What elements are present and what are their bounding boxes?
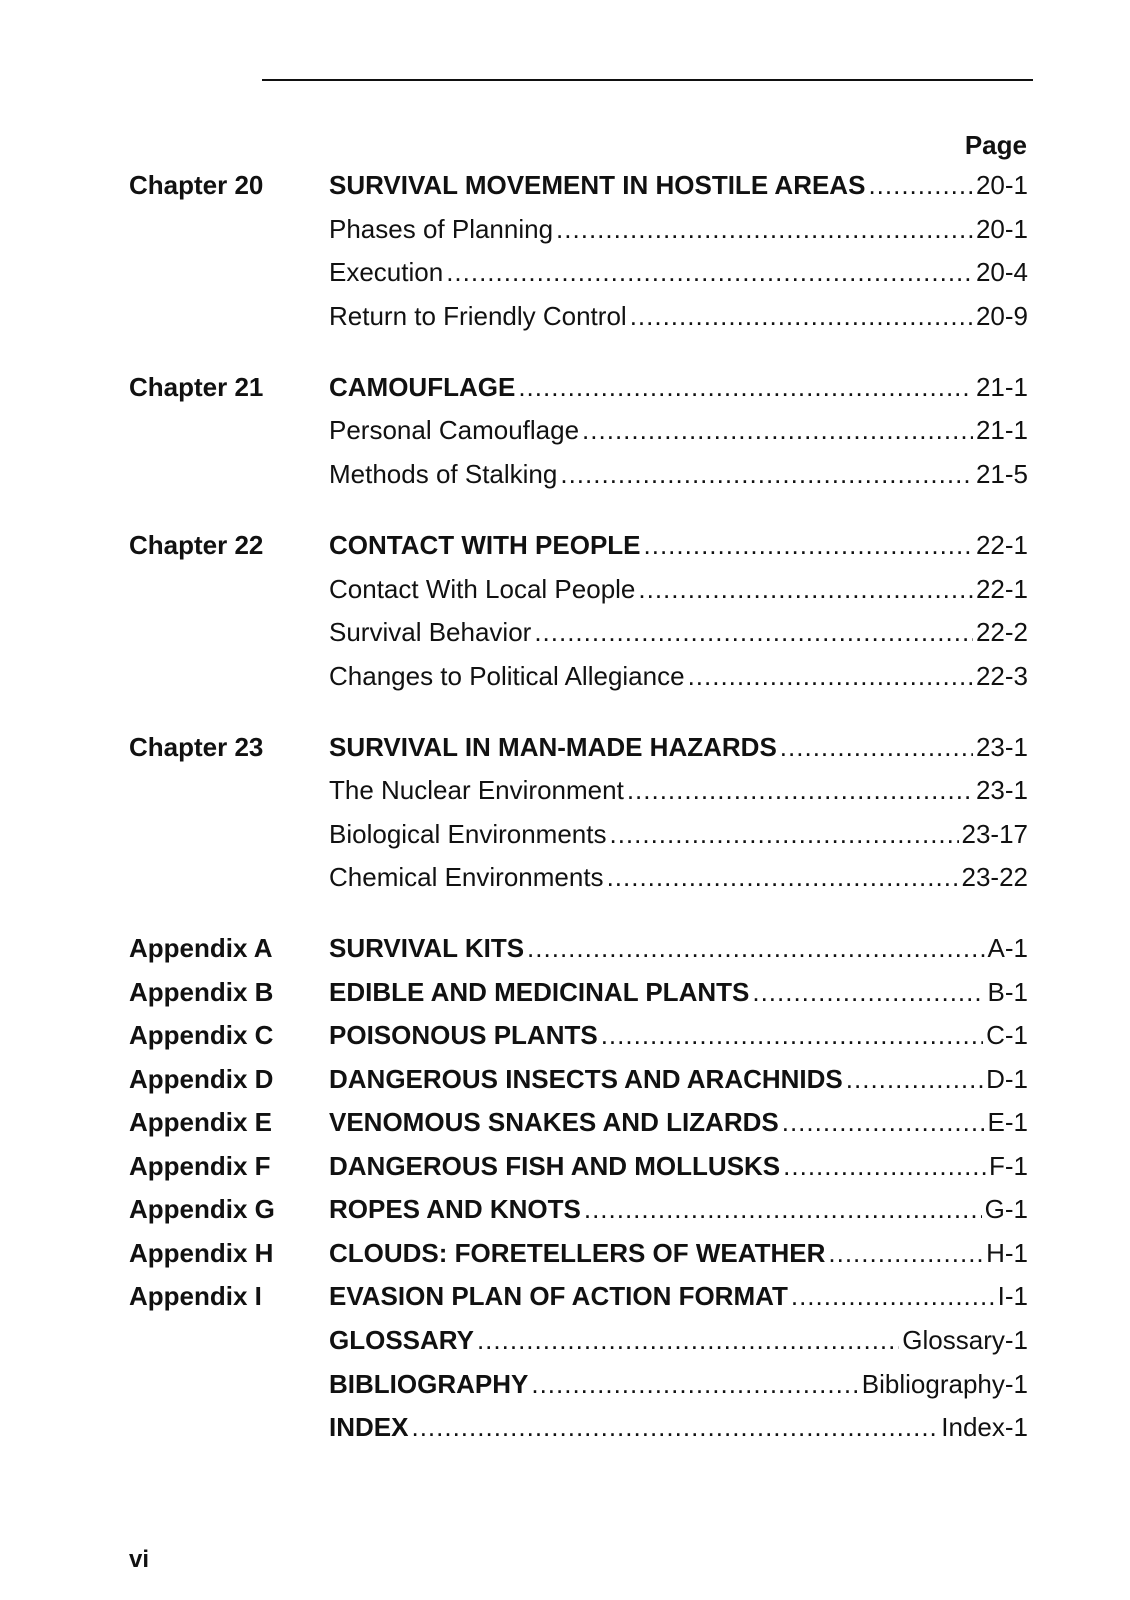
toc-entry-page: 22-1 <box>975 574 1028 604</box>
dot-leader <box>644 527 973 563</box>
toc-entry-page: 21-1 <box>975 372 1028 402</box>
toc-entry[interactable] <box>329 1366 1028 1402</box>
toc-row <box>0 254 1130 290</box>
toc-entry-page: C-1 <box>986 1020 1028 1050</box>
toc-entry[interactable] <box>329 1322 1028 1358</box>
toc-entry-title: CLOUDS: FORETELLERS OF WEATHER <box>329 1238 826 1268</box>
toc-entry[interactable] <box>329 974 1028 1010</box>
toc-section-label: Appendix H <box>129 1238 274 1268</box>
toc-entry-title: Methods of Stalking <box>329 459 558 489</box>
toc-row <box>0 369 1130 405</box>
toc-row <box>0 527 1130 563</box>
toc-entry-title: Execution <box>329 257 444 287</box>
toc-row <box>0 456 1130 492</box>
dot-leader <box>531 1366 858 1402</box>
toc-row <box>0 859 1130 895</box>
toc-entry-page: 20-9 <box>975 301 1028 331</box>
toc-section-label: Appendix B <box>129 977 274 1007</box>
toc-entry-title: CONTACT WITH PEOPLE <box>329 530 641 560</box>
toc-entry-page: 22-2 <box>975 617 1028 647</box>
toc-entry[interactable] <box>329 167 1028 203</box>
toc-entry-title: BIBLIOGRAPHY <box>329 1369 529 1399</box>
toc-row <box>0 1366 1130 1402</box>
toc-section-label: Appendix E <box>129 1107 273 1137</box>
dot-leader <box>688 658 973 694</box>
dot-leader <box>791 1278 995 1314</box>
toc-row <box>0 614 1130 650</box>
dot-leader <box>527 930 984 966</box>
toc-entry[interactable] <box>329 816 1028 852</box>
toc-entry[interactable] <box>329 1104 1028 1140</box>
toc-entry-title: GLOSSARY <box>329 1325 474 1355</box>
toc-entry-title: INDEX <box>329 1412 409 1442</box>
toc-entry-title: Phases of Planning <box>329 214 554 244</box>
dot-leader <box>868 167 973 203</box>
toc-section-label: Appendix G <box>129 1194 275 1224</box>
toc-row <box>0 772 1130 808</box>
toc-row <box>0 298 1130 334</box>
toc-row <box>0 167 1130 203</box>
toc-entry-page: 21-5 <box>975 459 1028 489</box>
toc-row <box>0 1322 1130 1358</box>
dot-leader <box>828 1235 983 1271</box>
toc-entry-page: 21-1 <box>975 415 1028 445</box>
toc-entry-title: POISONOUS PLANTS <box>329 1020 598 1050</box>
dot-leader <box>783 1148 986 1184</box>
toc-row <box>0 1235 1130 1271</box>
dot-leader <box>518 369 973 405</box>
toc-entry-page: G-1 <box>984 1194 1028 1224</box>
toc-entry-page: 20-4 <box>975 257 1028 287</box>
dot-leader <box>582 412 973 448</box>
toc-section-label: Appendix F <box>129 1151 271 1181</box>
toc-entry-title: The Nuclear Environment <box>329 775 624 805</box>
toc-entry[interactable] <box>329 614 1028 650</box>
toc-entry[interactable] <box>329 772 1028 808</box>
toc-entry[interactable] <box>329 571 1028 607</box>
toc-entry-page: Bibliography-1 <box>861 1369 1028 1399</box>
toc-row <box>0 974 1130 1010</box>
toc-entry[interactable] <box>329 729 1028 765</box>
toc-section-label: Appendix C <box>129 1020 274 1050</box>
toc-entry-title: SURVIVAL MOVEMENT IN HOSTILE AREAS <box>329 170 866 200</box>
toc-entry[interactable] <box>329 1017 1028 1053</box>
toc-entry-title: Changes to Political Allegiance <box>329 661 685 691</box>
toc-entry-title: SURVIVAL KITS <box>329 933 525 963</box>
toc-entry-title: SURVIVAL IN MAN-MADE HAZARDS <box>329 732 777 762</box>
toc-row <box>0 571 1130 607</box>
toc-entry-page: 20-1 <box>975 170 1028 200</box>
dot-leader <box>556 211 973 247</box>
toc-entry[interactable] <box>329 369 1028 405</box>
toc-section-label: Appendix D <box>129 1064 274 1094</box>
toc-row <box>0 1191 1130 1227</box>
toc-entry-page: F-1 <box>989 1151 1028 1181</box>
toc-section-label: Chapter 20 <box>129 170 264 200</box>
dot-leader <box>846 1061 983 1097</box>
toc-entry-page: A-1 <box>987 933 1028 963</box>
toc-entry[interactable] <box>329 254 1028 290</box>
toc-entry-title: VENOMOUS SNAKES AND LIZARDS <box>329 1107 779 1137</box>
page-column-header: Page <box>964 130 1027 160</box>
toc-row <box>0 1104 1130 1140</box>
toc-entry-title: CAMOUFLAGE <box>329 372 516 402</box>
dot-leader <box>446 254 973 290</box>
toc-entry-title: ROPES AND KNOTS <box>329 1194 581 1224</box>
toc-entry-page: 22-3 <box>975 661 1028 691</box>
toc-entry-title: Chemical Environments <box>329 862 604 892</box>
toc-row <box>0 1278 1130 1314</box>
toc-entry-page: 22-1 <box>975 530 1028 560</box>
page-number: vi <box>129 1546 150 1573</box>
toc-section-label: Appendix A <box>129 933 273 963</box>
toc-entry[interactable] <box>329 456 1028 492</box>
dot-leader <box>584 1191 982 1227</box>
toc-entry[interactable] <box>329 298 1028 334</box>
toc-entry[interactable] <box>329 527 1028 563</box>
dot-leader <box>638 571 973 607</box>
toc-row <box>0 211 1130 247</box>
dot-leader <box>411 1409 938 1445</box>
toc-entry[interactable] <box>329 930 1028 966</box>
toc-row <box>0 1409 1130 1445</box>
toc-entry[interactable] <box>329 1409 1028 1445</box>
toc-entry-page: 20-1 <box>975 214 1028 244</box>
dot-leader <box>607 859 959 895</box>
toc-entry-title: Return to Friendly Control <box>329 301 627 331</box>
toc-entry-page: B-1 <box>987 977 1028 1007</box>
toc-entry-title: Survival Behavior <box>329 617 532 647</box>
toc-section-label: Chapter 21 <box>129 372 264 402</box>
toc-entry[interactable] <box>329 1061 1028 1097</box>
dot-leader <box>752 974 984 1010</box>
toc-row <box>0 930 1130 966</box>
dot-leader <box>560 456 973 492</box>
toc-entry-page: 23-22 <box>961 862 1028 892</box>
toc-entry-page: 23-1 <box>975 732 1028 762</box>
toc-entry[interactable] <box>329 1191 1028 1227</box>
toc-entry-title: DANGEROUS INSECTS AND ARACHNIDS <box>329 1064 843 1094</box>
toc-entry[interactable] <box>329 1148 1028 1184</box>
toc-row <box>0 1017 1130 1053</box>
toc-entry-page: 23-17 <box>961 819 1028 849</box>
dot-leader <box>630 298 973 334</box>
toc-entry-page: Glossary-1 <box>902 1325 1028 1355</box>
toc-entry-page: Index-1 <box>941 1412 1028 1442</box>
toc-row <box>0 816 1130 852</box>
toc-entry[interactable] <box>329 1235 1028 1271</box>
toc-entry-title: Personal Camouflage <box>329 415 580 445</box>
dot-leader <box>609 816 958 852</box>
toc-row <box>0 729 1130 765</box>
dot-leader <box>780 729 973 765</box>
toc-row <box>0 1148 1130 1184</box>
toc-row <box>0 1061 1130 1097</box>
toc-entry[interactable] <box>329 412 1028 448</box>
toc-entry-title: DANGEROUS FISH AND MOLLUSKS <box>329 1151 781 1181</box>
toc-entry[interactable] <box>329 1278 1028 1314</box>
toc-entry[interactable] <box>329 211 1028 247</box>
dot-leader <box>534 614 973 650</box>
toc-entry-page: H-1 <box>986 1238 1028 1268</box>
dot-leader <box>477 1322 899 1358</box>
toc-entry-page: E-1 <box>987 1107 1028 1137</box>
toc-entry-page: D-1 <box>986 1064 1028 1094</box>
toc-entry-title: Contact With Local People <box>329 574 636 604</box>
toc-row <box>0 658 1130 694</box>
toc-section-label: Chapter 22 <box>129 530 264 560</box>
dot-leader <box>782 1104 985 1140</box>
toc-row <box>0 412 1130 448</box>
toc-section-label: Chapter 23 <box>129 732 264 762</box>
toc-entry[interactable] <box>329 658 1028 694</box>
toc-entry-title: EDIBLE AND MEDICINAL PLANTS <box>329 977 750 1007</box>
toc-entry-page: 23-1 <box>975 775 1028 805</box>
toc-entry-page: I-1 <box>997 1281 1028 1311</box>
dot-leader <box>601 1017 983 1053</box>
toc-section-label: Appendix I <box>129 1281 262 1311</box>
dot-leader <box>627 772 973 808</box>
toc-entry-title: EVASION PLAN OF ACTION FORMAT <box>329 1281 788 1311</box>
toc-entry[interactable] <box>329 859 1028 895</box>
toc-entry-title: Biological Environments <box>329 819 607 849</box>
